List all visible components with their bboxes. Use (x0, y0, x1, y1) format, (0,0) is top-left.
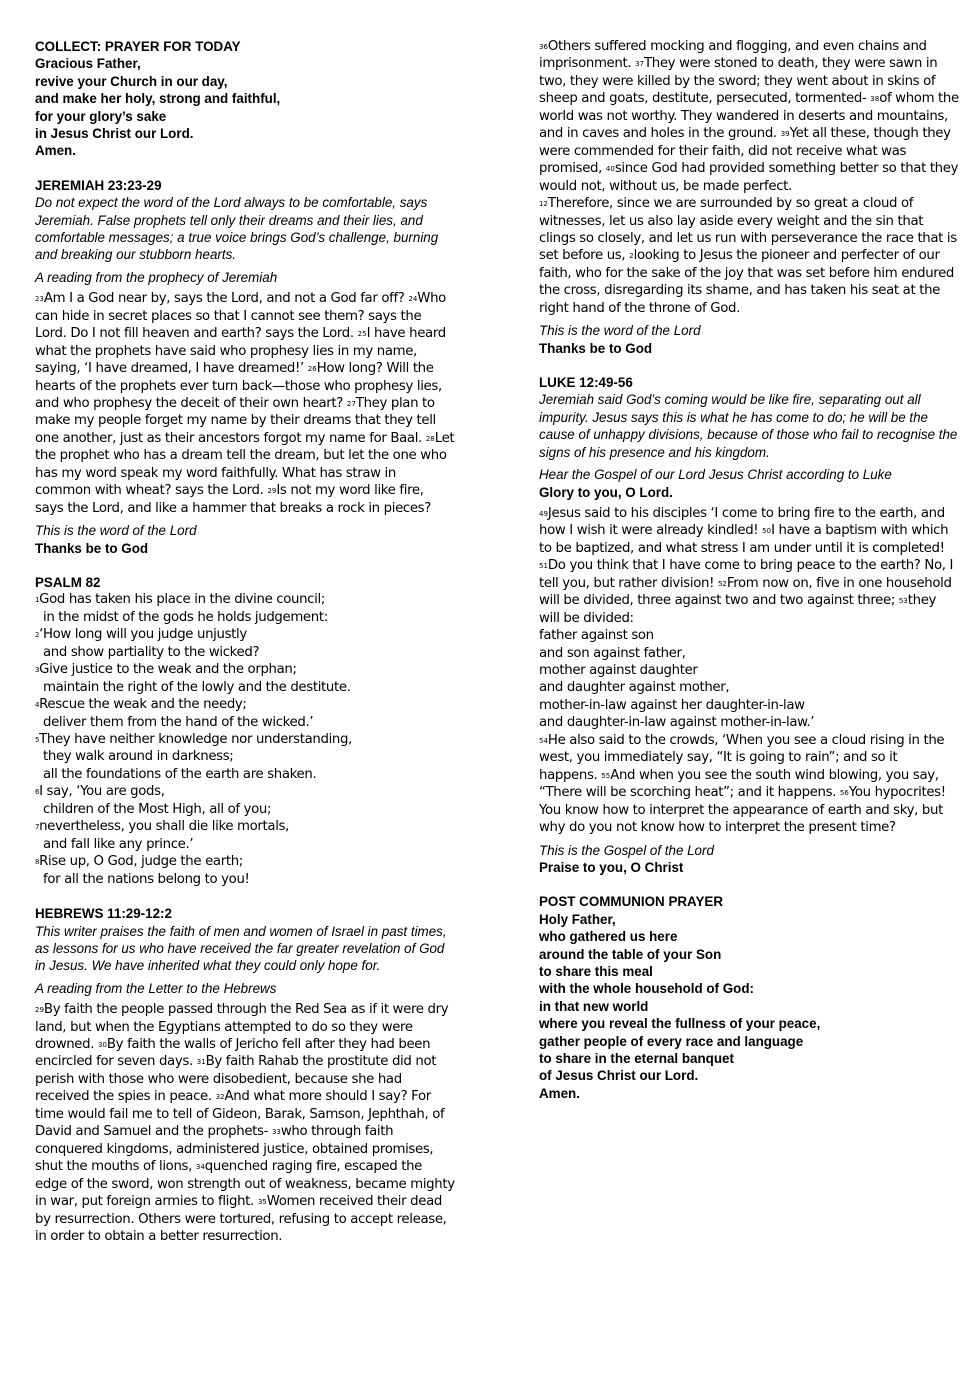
hebrews-continued (539, 38, 959, 357)
psalm-line-text: I say, ‘You are gods, (39, 784, 165, 800)
verse-text: You hypocrites! You know how to interpret the appearance of earth and sky, but why do you not know how to interpret the present time? (539, 785, 946, 836)
psalm-line-text: They have neither knowledge nor understanding, (39, 732, 352, 748)
prayer-line: with the whole household of God: (539, 981, 754, 997)
poem-line: and son against father, (539, 645, 686, 661)
psalm-section (35, 574, 455, 888)
verse-text: They were stoned to death, they were sawn in two, they were killed by the sword; they went about in skins of sheep and goats, destitute, persecuted, tormented- (539, 56, 938, 107)
verse-number: 55 (601, 771, 611, 780)
post-communion-section (539, 893, 959, 1102)
psalm-line (35, 836, 455, 853)
psalm-heading: PSALM 82 (35, 574, 101, 590)
jeremiah-response: Thanks be to God (35, 540, 149, 556)
psalm-line-text: and show partiality to the wicked? (43, 644, 260, 660)
psalm-line (35, 626, 455, 643)
psalm-line (35, 766, 455, 783)
verse-number: 2 (35, 631, 40, 640)
verse-number: 33 (271, 1128, 281, 1137)
luke-announce-response: Glory to you, O Lord. (539, 484, 673, 500)
verse-text: By faith Rahab the prostitute did not perish with those who were disobedient, because she had received the spies in peace. (35, 1054, 437, 1105)
verse-text: Do you think that I have come to bring peace to the earth? No, I tell you, but rather division! (539, 558, 954, 591)
collect-line: for your glory’s sake (35, 108, 167, 124)
verse-number: 24 (408, 295, 418, 304)
jeremiah-announce: A reading from the prophecy of Jeremiah (35, 269, 278, 285)
jeremiah-versicle: This is the word of the Lord (35, 523, 197, 539)
verse-number: 36 (539, 43, 548, 51)
psalm-line-text: God has taken his place in the divine council; (39, 592, 325, 608)
psalm-line (35, 661, 455, 678)
prayer-line: who gathered us here (539, 929, 678, 945)
psalm-line-text: Rise up, O God, judge the earth; (39, 854, 243, 870)
verse-number: 37 (635, 60, 644, 69)
verse-text: From now on, five in one household will be divided, three against two and two against three; (539, 575, 952, 609)
right-column (539, 38, 959, 1102)
verse-text: looking to Jesus the pioneer and perfecter of our faith, who for the sake of the joy that was set before him endured the cross, disregarding its shame, and has taken his seat at the right hand of the throne of God. (539, 248, 955, 316)
verse-text: Let the prophet who has a dream tell the dream, but let the one who has my word speak my word faithfully. What has straw in common with wheat? says the Lord. (35, 430, 455, 499)
collect-line: in Jesus Christ our Lord. (35, 126, 194, 142)
verse-number: 2 (629, 252, 634, 261)
verse-text: Therefore, since we are surrounded by so great a cloud of witnesses, let us also lay aside every weight and the sin that clings so closely, and let us run with perseverance the race that is set before us, (539, 196, 957, 264)
verse-text: quenched raging fire, escaped the edge of the sword, won strength out of weakness, became mighty in war, put foreign armies to flight. (35, 1159, 455, 1210)
psalm-line (35, 679, 455, 696)
collect-line: revive your Church in our day, (35, 73, 228, 89)
verse-number: 56 (839, 789, 849, 798)
hebrews-heading: HEBREWS 11:29-12:2 (35, 906, 172, 922)
hebrews-text-part3 (539, 195, 959, 317)
verse-number: 52 (717, 579, 727, 588)
verse-text: How long? Will the hearts of the prophets ever turn back—those who prophesy lies, and who prophesy the deceit of their own heart? (35, 361, 442, 411)
verse-number: 23 (35, 295, 44, 304)
luke-text-part1 (539, 505, 959, 627)
verse-text: who through faith conquered kingdoms, administered justice, obtained promises, shut the mouths of lions, (35, 1124, 434, 1175)
verse-text: And when you see the south wind blowing, you say, “There will be scorching heat”; and it happens. (539, 767, 939, 801)
collect-line: Amen. (35, 143, 76, 159)
psalm-line-text: and fall like any prince.’ (43, 836, 194, 852)
psalm-line-text: nevertheless, you shall die like mortals, (39, 819, 289, 835)
verse-number: 32 (215, 1093, 225, 1102)
verse-text: of whom the world was not worthy. They wandered in deserts and mountains, and in caves and holes in the ground. (539, 91, 959, 142)
psalm-line-text: ‘How long will you judge unjustly (39, 627, 247, 643)
verse-number: 34 (195, 1163, 205, 1172)
verse-text: Yet all these, though they were commended for their faith, did not receive what was promised, (539, 126, 951, 177)
verse-text: By faith the walls of Jericho fell after they had been encircled for seven days. (35, 1037, 431, 1070)
verse-number: 29 (267, 487, 277, 496)
verse-number: 39 (780, 130, 790, 139)
verse-number: 7 (35, 823, 40, 832)
verse-text: I have a baptism with which to be baptized, and what stress I am under until it is completed! (539, 523, 949, 556)
psalm-line-text: all the foundations of the earth are shaken. (43, 766, 317, 782)
verse-number: 27 (346, 400, 356, 408)
psalm-line (35, 853, 455, 870)
jeremiah-section (35, 177, 455, 557)
verse-number: 28 (425, 434, 435, 443)
verse-number: 3 (35, 666, 40, 675)
psalm-line-text: Give justice to the weak and the orphan; (39, 662, 297, 678)
verse-number: 49 (539, 509, 548, 518)
poem-line: mother-in-law against her daughter-in-law (539, 697, 805, 713)
verse-text: Women received their dead by resurrection. Others were tortured, refusing to accept release, in order to obtain a better resurrection. (35, 1194, 447, 1245)
verse-text: I have heard what the prophets have said who prophesy lies in my name, saying, ‘I have dreamed, I have dreamed!’ (35, 326, 446, 377)
hebrews-announce: A reading from the Letter to the Hebrews (35, 980, 277, 996)
luke-intro: Jeremiah said God’s coming would be like fire, separating out all impurity. Jesus says this is what he has come to do; he will be the cause of unhappy divisions, because of those who fail to recognise the signs of his presence and his kingdom. (539, 392, 958, 460)
prayer-line: around the table of your Son (539, 946, 722, 962)
prayer-line: gather people of every race and language (539, 1033, 804, 1049)
verse-text: Am I a God near by, says the Lord, and not a God far off? (43, 291, 409, 307)
verse-number: 50 (762, 527, 772, 536)
verse-text: They plan to make my people forget my name by their dreams that they tell one another, just as their ancestors forgot my name for Baal. (35, 396, 436, 446)
verse-text: By faith the people passed through the Red Sea as if it were dry land, but when the Egyptians attempted to do so they were drowned. (35, 1002, 449, 1053)
luke-heading: LUKE 12:49-56 (539, 375, 633, 391)
psalm-line (35, 731, 455, 748)
psalm-line-text: deliver them from the hand of the wicked.’ (43, 714, 314, 730)
verse-text: Who can hide in secret places so that I cannot see them? says the Lord. Do I not fill heaven and earth? says the Lord. (35, 291, 446, 342)
psalm-line (35, 871, 455, 888)
hebrews-intro: This writer praises the faith of men and women of Israel in past times, as lessons for us who have received the far greater revelation of God in Jesus. We have inherited what they could only hope for. (35, 923, 447, 974)
verse-text: And what more should I say? For time would fail me to tell of Gideon, Barak, Samson, Jephthah, of David and Samuel and the prophets- (35, 1089, 445, 1140)
verse-number: 12 (539, 200, 548, 209)
prayer-line: to share in the eternal banquet (539, 1050, 734, 1066)
verse-number: 4 (35, 701, 40, 710)
psalm-line-text: Rescue the weak and the needy; (39, 697, 247, 713)
hebrews-text-part1 (35, 1001, 455, 1245)
verse-number: 6 (35, 788, 40, 797)
verse-text: Jesus said to his disciples ‘I come to bring fire to the earth, and how I wish it were already kindled! (539, 505, 945, 539)
psalm-line (35, 696, 455, 713)
left-column (35, 38, 455, 1245)
verse-number: 54 (539, 736, 548, 745)
psalm-line-text: children of the Most High, all of you; (43, 801, 272, 817)
verse-text: they will be divided: (539, 593, 937, 626)
post-communion-heading: POST COMMUNION PRAYER (539, 894, 724, 910)
verse-number: 8 (35, 858, 40, 867)
luke-announce: Hear the Gospel of our Lord Jesus Christ according to Luke (539, 467, 892, 483)
collect-heading: COLLECT: PRAYER FOR TODAY (35, 39, 241, 54)
verse-number: 29 (35, 1006, 44, 1015)
verse-text: He also said to the crowds, ‘When you see a cloud rising in the west, you immediately say, “It is going to rain”; and so it happens. (539, 732, 945, 783)
verse-number: 5 (35, 736, 40, 745)
prayer-line: Amen. (539, 1085, 580, 1101)
prayer-line: where you reveal the fullness of your peace, (539, 1016, 821, 1032)
psalm-line-text: in the midst of the gods he holds judgement: (43, 609, 328, 625)
jeremiah-text (35, 290, 455, 517)
poem-line: mother against daughter (539, 662, 698, 678)
hebrews-text-part2 (539, 38, 959, 195)
prayer-line: to share this meal (539, 963, 653, 979)
collect-section (35, 38, 455, 160)
psalm-line (35, 783, 455, 800)
collect-line: Gracious Father, (35, 56, 141, 72)
luke-versicle: This is the Gospel of the Lord (539, 842, 714, 858)
prayer-line: Holy Father, (539, 911, 616, 927)
psalm-line (35, 644, 455, 661)
verse-number: 26 (307, 365, 317, 374)
prayer-line: of Jesus Christ our Lord. (539, 1068, 699, 1084)
poem-line: and daughter against mother, (539, 680, 730, 696)
luke-poem (539, 627, 959, 732)
hebrews-section (35, 905, 455, 1245)
psalm-line (35, 714, 455, 731)
verse-number: 51 (539, 562, 548, 571)
luke-response: Praise to you, O Christ (539, 859, 684, 875)
hebrews-versicle: This is the word of the Lord (539, 323, 701, 339)
psalm-lines (35, 591, 455, 888)
hebrews-response: Thanks be to God (539, 340, 653, 356)
verse-number: 31 (196, 1058, 206, 1067)
psalm-line-text: they walk around in darkness; (43, 749, 234, 765)
verse-number: 38 (870, 95, 880, 104)
verse-text: since God had provided something better so that they would not, without us, be made perfect. (539, 161, 959, 194)
psalm-line (35, 591, 455, 608)
jeremiah-intro: Do not expect the word of the Lord always to be comfortable, says Jeremiah. False prophets tell only their dreams and their lies, and comfortable messages; a true voice brings God’s challenge, burning and breaking our stubborn hearts. (35, 195, 439, 263)
verse-number: 40 (605, 165, 615, 174)
verse-number: 53 (898, 597, 908, 606)
psalm-line-text: maintain the right of the lowly and the destitute. (43, 679, 351, 695)
poem-line: and daughter-in-law against mother-in-law.’ (539, 715, 815, 731)
verse-number: 1 (35, 596, 40, 605)
verse-number: 35 (257, 1198, 267, 1207)
psalm-line (35, 818, 455, 835)
verse-number: 25 (357, 330, 367, 339)
psalm-line (35, 801, 455, 818)
luke-section (539, 374, 959, 876)
collect-line: and make her holy, strong and faithful, (35, 91, 281, 107)
verse-number: 30 (97, 1041, 107, 1050)
prayer-line: in that new world (539, 998, 649, 1014)
jeremiah-heading: JEREMIAH 23:23-29 (35, 177, 162, 193)
verse-text: Others suffered mocking and flogging, and even chains and imprisonment. (539, 39, 927, 72)
luke-text-part2 (539, 732, 959, 837)
psalm-line-text: for all the nations belong to you! (43, 871, 250, 887)
psalm-line (35, 609, 455, 626)
psalm-line (35, 748, 455, 765)
verse-text: Is not my word like fire, says the Lord, and like a hammer that breaks a rock in pieces? (35, 483, 431, 516)
poem-line: father against son (539, 628, 654, 644)
